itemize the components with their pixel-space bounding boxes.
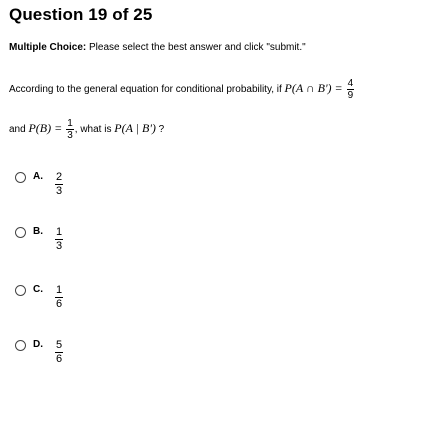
page-title: Question 19 of 25	[9, 5, 153, 24]
option-c-denominator: 6	[55, 298, 63, 310]
pb-denominator: 3	[67, 130, 73, 141]
given-probability: P(A ∩ B') =	[284, 81, 346, 96]
option-a-numerator: 2	[55, 171, 63, 183]
option-c-numerator: 1	[55, 284, 63, 296]
option-b-fraction	[55, 226, 63, 252]
option-a-letter: A.	[33, 171, 43, 182]
instructions-text: Please select the best answer and click "submit."	[86, 42, 306, 53]
given-denominator: 9	[347, 90, 354, 101]
option-b-numerator: 1	[55, 226, 63, 238]
option-d-denominator: 6	[55, 353, 63, 365]
given-numerator: 4	[347, 78, 354, 89]
radio-button-a[interactable]	[15, 172, 26, 183]
option-b-letter: B.	[33, 226, 43, 237]
given-fraction	[347, 78, 355, 101]
radio-button-b[interactable]	[15, 227, 26, 238]
question-line-1	[9, 78, 434, 108]
option-a-denominator: 3	[55, 185, 63, 197]
option-a-fraction	[55, 171, 63, 197]
option-d-numerator: 5	[55, 339, 63, 351]
option-b[interactable]	[15, 226, 215, 260]
option-c-letter: C.	[33, 284, 43, 295]
instructions-label: Multiple Choice:	[9, 42, 87, 53]
option-d[interactable]	[15, 339, 215, 373]
target-probability: P(A | B')	[114, 121, 156, 136]
and-text: and	[9, 124, 29, 136]
option-b-denominator: 3	[55, 240, 63, 252]
option-a[interactable]	[15, 171, 215, 205]
option-d-fraction	[55, 339, 63, 365]
radio-button-c[interactable]	[15, 285, 26, 296]
pb-numerator: 1	[67, 118, 73, 129]
question-line-2	[9, 118, 434, 158]
question-intro: According to the general equation for conditional probability, if	[9, 84, 285, 96]
pb-label: P(B) =	[28, 121, 66, 136]
question-mark: ?	[155, 124, 165, 136]
ask-text: , what is	[74, 124, 115, 136]
option-d-letter: D.	[33, 339, 43, 350]
radio-button-d[interactable]	[15, 340, 26, 351]
option-c-fraction	[55, 284, 63, 310]
instructions	[9, 42, 306, 53]
pb-fraction	[66, 118, 74, 141]
option-c[interactable]	[15, 284, 215, 318]
